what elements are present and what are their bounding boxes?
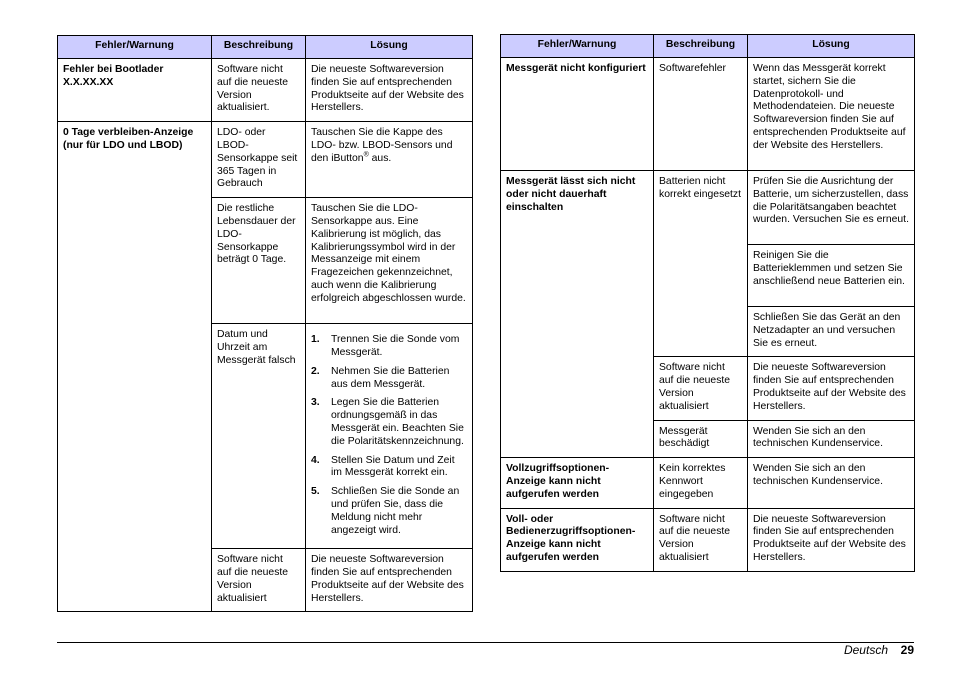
solution-cell: Die neueste Softwareversion finden Sie auf entsprechenden Produktseite auf der Website des Herstellers.: [306, 59, 473, 122]
list-item: 2. Nehmen Sie die Batterien aus dem Messgerät.: [311, 365, 450, 390]
description-cell: Die restliche Lebensdauer der LDO-Sensorkappe beträgt 0 Tage.: [212, 198, 306, 324]
description-cell: Datum und Uhrzeit am Messgerät falsch: [212, 324, 306, 549]
description-cell: Software nicht auf die neueste Version aktualisiert.: [212, 59, 306, 122]
header-solution: Lösung: [748, 35, 915, 58]
steps-list: [311, 334, 467, 537]
error-cell: Messgerät nicht konfiguriert: [501, 58, 654, 171]
header-error: Fehler/Warnung: [58, 36, 212, 59]
error-cell: 0 Tage verbleiben-Anzeige (nur für LDO und LBOD): [58, 122, 212, 612]
solution-cell: Prüfen Sie die Ausrichtung der Batterie, um sicherzustellen, dass die Polaritätsangaben beachtet wurden. Versuchen Sie es erneut.: [748, 171, 915, 245]
solution-cell: Tauschen Sie die Kappe des LDO- bzw. LBOD-Sensors und den iButton® aus.: [306, 122, 473, 198]
table-row: [58, 122, 473, 198]
error-cell: Messgerät lässt sich nicht oder nicht dauerhaft einschalten: [501, 171, 654, 458]
header-description: Beschreibung: [212, 36, 306, 59]
solution-cell: Reinigen Sie die Batterieklemmen und setzen Sie anschließend neue Batterien ein.: [748, 245, 915, 307]
header-solution: Lösung: [306, 36, 473, 59]
description-cell: Software nicht auf die neueste Version aktualisiert: [212, 549, 306, 612]
list-item: 1. Trennen Sie die Sonde vom Messgerät.: [311, 334, 460, 358]
description-cell: Software nicht auf die neueste Version aktualisiert: [654, 508, 748, 571]
description-cell: Software nicht auf die neueste Version aktualisiert: [654, 357, 748, 420]
description-cell: Kein korrektes Kennwort eingegeben: [654, 458, 748, 508]
troubleshooting-table-right: [500, 34, 915, 572]
footer-divider: [57, 642, 914, 643]
list-item: 5. Schließen Sie die Sonde an und prüfen Sie, dass die Meldung nicht mehr angezeigt wird.: [311, 486, 460, 536]
solution-cell: Die neueste Softwareversion finden Sie auf entsprechenden Produktseite auf der Website des Herstellers.: [748, 357, 915, 420]
description-cell: LDO- oder LBOD-Sensorkappe seit 365 Tagen in Gebrauch: [212, 122, 306, 198]
table-header-row: [501, 35, 915, 58]
solution-cell: Die neueste Softwareversion finden Sie auf entsprechenden Produktseite auf der Website des Herstellers.: [306, 549, 473, 612]
header-error: Fehler/Warnung: [501, 35, 654, 58]
description-cell: Softwarefehler: [654, 58, 748, 171]
solution-cell: Die neueste Softwareversion finden Sie auf entsprechenden Produktseite auf der Website des Herstellers.: [748, 508, 915, 571]
list-item: 4. Stellen Sie Datum und Zeit im Messgerät korrekt ein.: [311, 454, 455, 479]
table-row: [501, 58, 915, 171]
solution-cell: Schließen Sie das Gerät an den Netzadapter an und versuchen Sie es erneut.: [748, 307, 915, 357]
solution-cell: Wenden Sie sich an den technischen Kundenservice.: [748, 420, 915, 458]
table-row: [501, 171, 915, 245]
error-cell: Fehler bei Bootlader X.X.XX.XX: [58, 59, 212, 122]
page-number: 29: [900, 643, 914, 657]
table-row: [501, 508, 915, 571]
description-cell: Batterien nicht korrekt eingesetzt: [654, 171, 748, 357]
list-item: 3. Legen Sie die Batterien ordnungsgemäß in das Messgerät ein. Beachten Sie die Polaritätskennzeichnung.: [311, 397, 464, 447]
solution-cell: [306, 324, 473, 549]
table-row: [501, 458, 915, 508]
table-header-row: [58, 36, 473, 59]
solution-cell: Wenn das Messgerät korrekt startet, sichern Sie die Datenprotokoll- und Methodendateien. Die neueste Softwareversion finden Sie auf entsprechenden Produktseite auf der Website des Herstellers.: [748, 58, 915, 171]
error-cell: Vollzugriffsoptionen-Anzeige kann nicht aufgerufen werden: [501, 458, 654, 508]
solution-cell: Wenden Sie sich an den technischen Kundenservice.: [748, 458, 915, 508]
table-row: [58, 59, 473, 122]
footer-language: Deutsch: [843, 643, 888, 657]
error-cell: Voll- oder Bedienerzugriffsoptionen-Anzeige kann nicht aufgerufen werden: [501, 508, 654, 571]
troubleshooting-table-left: [57, 35, 473, 612]
description-cell: Messgerät beschädigt: [654, 420, 748, 458]
solution-cell: Tauschen Sie die LDO-Sensorkappe aus. Eine Kalibrierung ist möglich, das Kalibrierungssymbol wird in der Messanzeige mit einem Fragezeichen gekennzeichnet, auch wenn die Kalibrierung erfolgreich abgeschlossen wurde.: [306, 198, 473, 324]
header-description: Beschreibung: [654, 35, 748, 58]
